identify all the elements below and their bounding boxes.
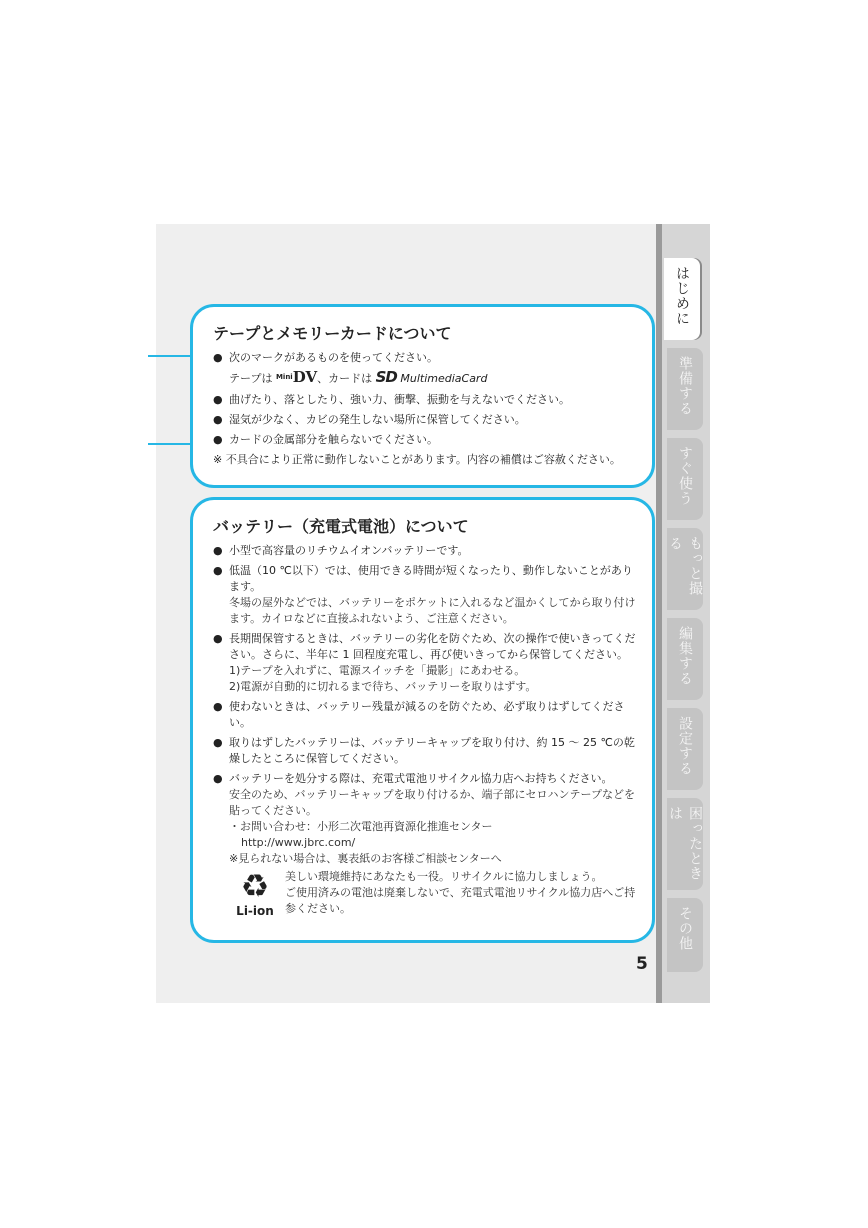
logo-line <box>213 366 638 390</box>
tab-intro-label: はじめに <box>674 266 690 326</box>
item-text: 曲げたり、落としたり、強い力、衝撃、振動を与えないでください。 <box>229 393 570 406</box>
list-item: ● 曲げたり、落としたり、強い力、衝撃、振動を与えないでください。 <box>213 393 570 406</box>
item-text: 取りはずしたバッテリーは、バッテリーキャップを取り付け、約 15 ～ 25 ℃の乾燥したところに保管してください。 <box>229 736 635 765</box>
contact-text: ・お問い合わせ：小形二次電池再資源化推進センター <box>229 820 493 833</box>
recycle-block <box>229 869 638 919</box>
item-text: 使わないときは、バッテリー残量が減るのを防ぐため、必ず取りはずしてください。 <box>229 700 625 729</box>
item-text: 次のマークがあるものを使ってください。 <box>229 351 438 364</box>
recycle-text: ご使用済みの電池は廃棄しないで、充電式電池リサイクル協力店へご持参ください。 <box>285 886 636 915</box>
item-subtext: 安全のため、バッテリーキャップを取り付けるか、端子部にセロハンテープなどを貼ってください。 <box>229 788 636 817</box>
list-item: ● 使わないときは、バッテリー残量が減るのを防ぐため、必ず取りはずしてください。 <box>213 700 625 729</box>
tab-intro[interactable] <box>664 258 700 340</box>
tab-troubleshoot[interactable] <box>667 798 703 890</box>
list-item: ● 次のマークがあるものを使ってください。 <box>213 351 438 364</box>
item-subtext: 冬場の屋外などでは、バッテリーをポケットに入れるなど温かくしてから取り付けます。カイロなどに直接ふれないよう、ご注意ください。 <box>229 596 636 625</box>
tab-edit[interactable] <box>667 618 703 700</box>
minidv-logo-mini: Mini <box>275 373 293 381</box>
tab-advanced-label: もっと撮る <box>667 536 703 596</box>
contact-note: ※見られない場合は、裏表紙のお客様ご相談センターへ <box>229 852 502 865</box>
tab-settings-label: 設定する <box>677 716 693 776</box>
item-text: 湿気が少なく、カビの発生しない場所に保管してください。 <box>229 413 526 426</box>
item-text: 小型で高容量のリチウムイオンバッテリーです。 <box>229 544 469 557</box>
item-subtext: 2)電源が自動的に切れるまで待ち、バッテリーを取りはずす。 <box>229 680 537 693</box>
list-item: ● 湿気が少なく、カビの発生しない場所に保管してください。 <box>213 413 526 426</box>
page-number: 5 <box>636 954 648 974</box>
item-subtext: 1)テープを入れずに、電源スイッチを「撮影」にあわせる。 <box>229 664 526 677</box>
note-text: ※ 不具合により正常に動作しないことがあります。内容の補償はご容赦ください。 <box>213 453 621 466</box>
recycle-mark <box>229 869 281 919</box>
recycle-icon: ♻ <box>240 867 270 905</box>
tab-quick-use-label: すぐ使う <box>677 446 693 506</box>
item-text: 長期間保管するときは、バッテリーの劣化を防ぐため、次の操作で使いきってください。さらに、半年に 1 回程度充電し、再び使いきってから保管してください。 <box>229 632 636 661</box>
multimediacard-logo: MultimediaCard <box>400 372 488 385</box>
list-item: ● カードの金属部分を触らないでください。 <box>213 433 438 446</box>
item-text: バッテリーを処分する際は、充電式電池リサイクル協力店へお持ちください。 <box>229 772 613 785</box>
tab-prepare-label: 準備する <box>677 356 693 416</box>
pointer-line-bottom <box>148 443 192 445</box>
logos-mid: 、カードは <box>317 372 373 385</box>
sd-logo: SD <box>375 368 397 386</box>
tab-troubleshoot-label: 困ったときは <box>667 806 703 881</box>
battery-box <box>190 497 655 943</box>
recycle-text: 美しい環境維持にあなたも一役。リサイクルに協力しましょう。 <box>285 870 603 883</box>
section-title: バッテリー（充電式電池）について <box>213 517 469 536</box>
tab-prepare[interactable] <box>667 348 703 430</box>
tab-settings[interactable] <box>667 708 703 790</box>
tab-advanced[interactable] <box>667 528 703 610</box>
contact-url: http://www.jbrc.com/ <box>241 836 356 849</box>
tab-other[interactable] <box>667 898 703 972</box>
list-item: ● 小型で高容量のリチウムイオンバッテリーです。 <box>213 544 469 557</box>
tab-edit-label: 編集する <box>677 626 693 686</box>
pointer-line-top <box>148 355 192 357</box>
list-item: ● 長期間保管するときは、バッテリーの劣化を防ぐため、次の操作で使いきってください。さらに、半年に 1 回程度充電し、再び使いきってから保管してください。 1)テープを入れずに、電源スイッチを「撮影」にあわせる。 2)電源が自動的に切れるまで待ち、バッテリーを取りはずす。 <box>213 631 638 695</box>
tape-memory-card-box <box>190 304 655 488</box>
tab-other-label: その他 <box>677 906 693 951</box>
logos-prefix: テープは <box>229 372 273 385</box>
list-item: ● 取りはずしたバッテリーは、バッテリーキャップを取り付け、約 15 ～ 25 ℃の乾燥したところに保管してください。 <box>213 736 635 765</box>
list-item: ● 低温（10 ℃以下）では、使用できる時間が短くなったり、動作しないことがあります。 冬場の屋外などでは、バッテリーをポケットに入れるなど温かくしてから取り付けます。カイロなどに直接ふれないよう、ご注意ください。 <box>213 563 638 627</box>
section-title: テープとメモリーカードについて <box>213 324 452 343</box>
minidv-logo: DV <box>292 368 318 386</box>
item-text: 低温（10 ℃以下）では、使用できる時間が短くなったり、動作しないことがあります。 <box>229 564 633 593</box>
item-text: カードの金属部分を触らないでください。 <box>229 433 438 446</box>
tab-quick-use[interactable] <box>667 438 703 520</box>
recycle-label: Li-ion <box>236 904 274 918</box>
list-item: ● バッテリーを処分する際は、充電式電池リサイクル協力店へお持ちください。 安全のため、バッテリーキャップを取り付けるか、端子部にセロハンテープなどを貼ってください。 ・お問い合わせ：小形二次電池再資源化推進センター http://www.jbrc.com/ ※見られない場合は、裏表紙のお客様ご相談センターへ ♻ Li-ion 美しい環境維持にあなたも一役。リサイクルに協力しましょう。 ご使用済みの電池は廃棄しないで、充電式電池リサイクル協力店へご持参ください。 <box>213 771 638 919</box>
